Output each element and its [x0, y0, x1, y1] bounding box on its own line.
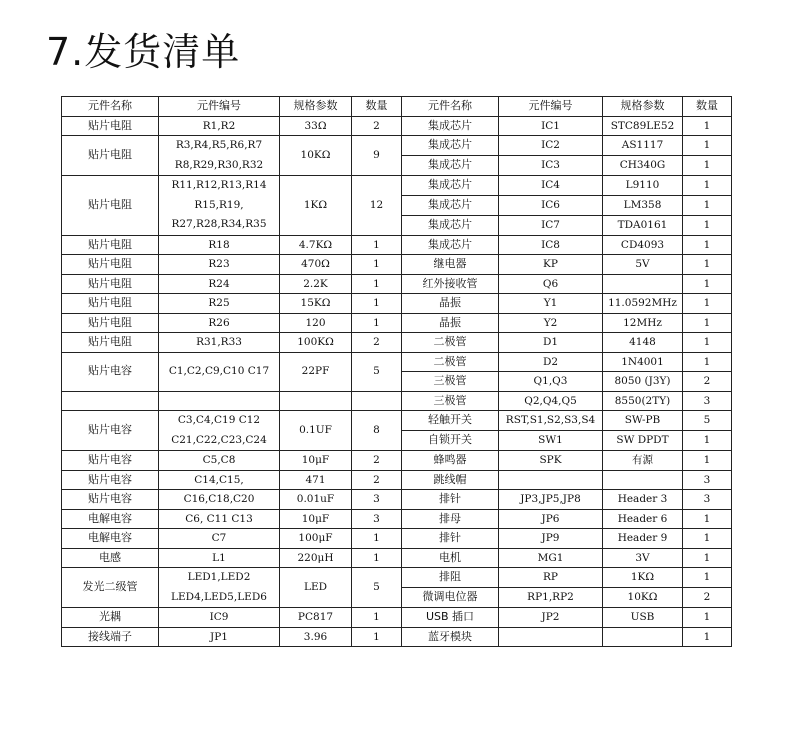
component-name: 贴片电阻: [62, 274, 159, 294]
component-qty: 1: [683, 333, 732, 353]
component-qty: 2: [352, 470, 402, 490]
component-spec: 4148: [603, 333, 683, 353]
component-ref: [159, 451, 280, 471]
component-name: 集成芯片: [402, 116, 499, 136]
table-row: [62, 411, 732, 431]
component-name: 跳线帽: [402, 470, 499, 490]
ref-line: R27,R28,R34,R35: [171, 218, 267, 230]
table-row: [62, 451, 732, 471]
component-name: 贴片电阻: [62, 136, 159, 176]
component-qty: 3: [683, 391, 732, 411]
ref-line: R3,R4,R5,R6,R7: [175, 139, 263, 151]
component-ref: [159, 333, 280, 353]
component-name: 贴片电阻: [62, 294, 159, 314]
component-name: 电感: [62, 548, 159, 568]
component-name: 贴片电容: [62, 451, 159, 471]
component-ref: RST,S1,S2,S3,S4: [499, 411, 603, 431]
column-header: 规格参数: [280, 97, 352, 117]
component-spec: Header 3: [603, 490, 683, 510]
component-qty: 1: [683, 235, 732, 255]
component-spec: 33Ω: [280, 116, 352, 136]
component-name: 集成芯片: [402, 195, 499, 215]
component-qty: 3: [683, 490, 732, 510]
table-row: [62, 235, 732, 255]
component-spec: 470Ω: [280, 255, 352, 275]
table-row: [62, 116, 732, 136]
component-spec: 0.1UF: [280, 411, 352, 451]
component-spec: [603, 274, 683, 294]
component-spec: PC817: [280, 608, 352, 628]
table-row: [62, 627, 732, 647]
component-ref: SPK: [499, 451, 603, 471]
table-row: [62, 470, 732, 490]
table-row: [62, 548, 732, 568]
component-ref: Q1,Q3: [499, 372, 603, 392]
component-spec: 11.0592MHz: [603, 294, 683, 314]
ref-line: R25: [208, 297, 230, 309]
page-title: 7.发货清单: [46, 30, 241, 74]
component-ref: SW1: [499, 431, 603, 451]
component-qty: 2: [352, 451, 402, 471]
column-header: 元件编号: [159, 97, 280, 117]
ref-line: C14,C15,: [194, 473, 244, 486]
column-header: 规格参数: [603, 97, 683, 117]
table-row: [62, 136, 732, 156]
component-name: 自锁开关: [402, 431, 499, 451]
component-ref: IC8: [499, 235, 603, 255]
table-row: [62, 176, 732, 196]
component-ref: RP: [499, 568, 603, 588]
component-qty: 1: [683, 548, 732, 568]
column-header: 元件名称: [402, 97, 499, 117]
component-qty: 1: [352, 529, 402, 549]
component-name: 排母: [402, 509, 499, 529]
component-name: 继电器: [402, 255, 499, 275]
component-ref: Q2,Q4,Q5: [499, 391, 603, 411]
component-spec: USB: [603, 608, 683, 628]
component-spec: [280, 391, 352, 411]
component-spec: 有源: [603, 451, 683, 471]
component-qty: 5: [352, 568, 402, 608]
bom-table-body: [62, 116, 732, 647]
component-qty: 2: [683, 372, 732, 392]
component-qty: 1: [683, 274, 732, 294]
component-qty: 1: [352, 548, 402, 568]
table-row: [62, 608, 732, 628]
component-qty: 5: [352, 352, 402, 391]
ref-line: R1,R2: [202, 119, 236, 132]
component-name: 光耦: [62, 608, 159, 628]
component-ref: [159, 274, 280, 294]
component-qty: 2: [683, 588, 732, 608]
component-qty: 1: [352, 608, 402, 628]
component-spec: 3.96: [280, 627, 352, 647]
component-ref: Y2: [499, 313, 603, 333]
component-ref: IC2: [499, 136, 603, 156]
component-ref: IC3: [499, 156, 603, 176]
table-row: [62, 333, 732, 353]
component-name: 贴片电阻: [62, 116, 159, 136]
component-ref: [159, 470, 280, 490]
component-ref: Y1: [499, 294, 603, 314]
component-spec: 1KΩ: [280, 176, 352, 236]
table-row: [62, 509, 732, 529]
column-header: 元件编号: [499, 97, 603, 117]
component-qty: 1: [683, 116, 732, 136]
ref-line: C7: [211, 532, 227, 544]
component-ref: [159, 136, 280, 176]
component-name: 微调电位器: [402, 588, 499, 608]
component-name: 贴片电阻: [62, 176, 159, 236]
component-spec: CD4093: [603, 235, 683, 255]
component-qty: 1: [683, 255, 732, 275]
component-qty: 1: [683, 176, 732, 196]
component-qty: 1: [352, 294, 402, 314]
component-name: 电机: [402, 548, 499, 568]
table-row: [62, 391, 732, 411]
component-qty: 1: [683, 509, 732, 529]
component-ref: D2: [499, 352, 603, 372]
component-ref: D1: [499, 333, 603, 353]
component-qty: 3: [683, 470, 732, 490]
component-qty: 1: [683, 136, 732, 156]
component-name: 集成芯片: [402, 136, 499, 156]
component-name: 贴片电阻: [62, 313, 159, 333]
component-ref: IC6: [499, 195, 603, 215]
component-name: USB 插口: [402, 608, 499, 628]
component-qty: 1: [683, 568, 732, 588]
component-qty: 1: [683, 451, 732, 471]
component-name: 三极管: [402, 391, 499, 411]
component-spec: L9110: [603, 176, 683, 196]
component-name: 发光二级管: [62, 568, 159, 608]
ref-line: R23: [208, 258, 230, 270]
ref-line: C3,C4,C19 C12: [177, 414, 261, 426]
component-ref: IC1: [499, 116, 603, 136]
ref-line: R18: [208, 238, 230, 251]
component-spec: 4.7KΩ: [280, 235, 352, 255]
bom-table: [61, 96, 732, 647]
component-qty: 1: [683, 431, 732, 451]
component-qty: 1: [352, 235, 402, 255]
ref-line: JP1: [210, 630, 228, 643]
ref-line: R8,R29,R30,R32: [174, 158, 264, 171]
component-qty: 1: [683, 313, 732, 333]
component-name: 三极管: [402, 372, 499, 392]
ref-line: C16,C18,C20: [183, 493, 255, 505]
component-ref: [159, 116, 280, 136]
component-name: 贴片电容: [62, 470, 159, 490]
component-ref: [159, 176, 280, 236]
component-name: 贴片电阻: [62, 333, 159, 353]
table-row: [62, 490, 732, 510]
ref-line: IC9: [209, 611, 229, 623]
component-name: 集成芯片: [402, 215, 499, 235]
component-ref: [159, 627, 280, 647]
component-spec: Header 9: [603, 529, 683, 549]
component-qty: 5: [683, 411, 732, 431]
component-ref: [159, 255, 280, 275]
ref-line: R11,R12,R13,R14: [171, 179, 267, 191]
component-qty: 3: [352, 490, 402, 510]
component-qty: 1: [683, 215, 732, 235]
component-ref: [159, 411, 280, 451]
component-ref: MG1: [499, 548, 603, 568]
ref-line: R26: [208, 316, 230, 329]
component-ref: [159, 490, 280, 510]
component-qty: 1: [683, 529, 732, 549]
component-ref: [159, 352, 280, 391]
column-header: 元件名称: [62, 97, 159, 117]
ref-line: L1: [212, 551, 226, 564]
component-ref: JP3,JP5,JP8: [499, 490, 603, 510]
component-qty: 2: [352, 116, 402, 136]
component-spec: AS1117: [603, 136, 683, 156]
component-spec: 2.2K: [280, 274, 352, 294]
ref-line: R31,R33: [196, 336, 242, 348]
component-spec: 10KΩ: [603, 588, 683, 608]
component-spec: 8550(2TY): [603, 391, 683, 411]
component-name: 电解电容: [62, 509, 159, 529]
component-spec: TDA0161: [603, 215, 683, 235]
component-qty: 1: [352, 255, 402, 275]
component-qty: 1: [683, 294, 732, 314]
component-ref: [159, 294, 280, 314]
component-ref: IC4: [499, 176, 603, 196]
component-spec: 120: [280, 313, 352, 333]
component-ref: JP2: [499, 608, 603, 628]
component-spec: 10KΩ: [280, 136, 352, 176]
component-spec: 220μH: [280, 548, 352, 568]
ref-line: R15,R19,: [194, 198, 244, 211]
ref-line: C1,C2,C9,C10 C17: [168, 365, 270, 378]
column-header: 数量: [352, 97, 402, 117]
ref-line: LED4,LED5,LED6: [171, 590, 267, 603]
table-header-row: [62, 97, 732, 117]
component-qty: 1: [683, 156, 732, 176]
component-name: 贴片电容: [62, 352, 159, 391]
component-spec: Header 6: [603, 509, 683, 529]
component-qty: 1: [683, 608, 732, 628]
component-name: 二极管: [402, 333, 499, 353]
component-name: 集成芯片: [402, 235, 499, 255]
component-name: 蜂鸣器: [402, 451, 499, 471]
component-spec: 5V: [603, 255, 683, 275]
component-name: 贴片电阻: [62, 255, 159, 275]
ref-line: C6, C11 C13: [185, 512, 253, 525]
component-qty: 2: [352, 333, 402, 353]
table-row: [62, 568, 732, 588]
component-ref: Q6: [499, 274, 603, 294]
component-qty: 1: [352, 274, 402, 294]
component-name: [62, 391, 159, 411]
component-qty: [352, 391, 402, 411]
component-name: 集成芯片: [402, 176, 499, 196]
component-name: 晶振: [402, 294, 499, 314]
component-name: 贴片电容: [62, 490, 159, 510]
component-ref: [159, 548, 280, 568]
component-spec: SW DPDT: [603, 431, 683, 451]
ref-line: C21,C22,C23,C24: [171, 433, 267, 446]
component-ref: [499, 470, 603, 490]
component-spec: 3V: [603, 548, 683, 568]
component-ref: [159, 509, 280, 529]
component-qty: 9: [352, 136, 402, 176]
component-spec: 15KΩ: [280, 294, 352, 314]
component-spec: 471: [280, 470, 352, 490]
component-name: 贴片电容: [62, 411, 159, 451]
table-row: [62, 274, 732, 294]
column-header: 数量: [683, 97, 732, 117]
component-spec: 100KΩ: [280, 333, 352, 353]
component-ref: [159, 391, 280, 411]
table-row: [62, 352, 732, 372]
component-name: 二极管: [402, 352, 499, 372]
component-ref: [159, 608, 280, 628]
component-qty: 1: [683, 352, 732, 372]
component-spec: 1N4001: [603, 352, 683, 372]
component-name: 蓝牙模块: [402, 627, 499, 647]
component-spec: 12MHz: [603, 313, 683, 333]
component-qty: 3: [352, 509, 402, 529]
component-spec: LM358: [603, 195, 683, 215]
component-name: 电解电容: [62, 529, 159, 549]
component-ref: [159, 235, 280, 255]
component-spec: 10μF: [280, 509, 352, 529]
component-qty: 8: [352, 411, 402, 451]
component-ref: JP9: [499, 529, 603, 549]
component-spec: 0.01uF: [280, 490, 352, 510]
component-ref: [159, 529, 280, 549]
component-spec: STC89LE52: [603, 116, 683, 136]
table-row: [62, 294, 732, 314]
component-qty: 1: [352, 313, 402, 333]
component-name: 集成芯片: [402, 156, 499, 176]
component-spec: [603, 470, 683, 490]
component-qty: 12: [352, 176, 402, 236]
table-row: [62, 529, 732, 549]
component-spec: 22PF: [280, 352, 352, 391]
component-ref: [159, 313, 280, 333]
component-name: 排针: [402, 529, 499, 549]
component-spec: CH340G: [603, 156, 683, 176]
component-ref: RP1,RP2: [499, 588, 603, 608]
component-name: 晶振: [402, 313, 499, 333]
component-ref: [159, 568, 280, 608]
component-ref: JP6: [499, 509, 603, 529]
component-qty: 1: [352, 627, 402, 647]
component-name: 贴片电阻: [62, 235, 159, 255]
component-spec: LED: [280, 568, 352, 608]
component-name: 轻触开关: [402, 411, 499, 431]
ref-line: C5,C8: [202, 454, 236, 466]
component-name: 红外接收管: [402, 274, 499, 294]
component-ref: [499, 627, 603, 647]
component-qty: 1: [683, 627, 732, 647]
ref-line: LED1,LED2: [187, 571, 251, 583]
component-spec: 1KΩ: [603, 568, 683, 588]
table-row: [62, 313, 732, 333]
component-ref: KP: [499, 255, 603, 275]
component-name: 接线端子: [62, 627, 159, 647]
ref-line: R24: [208, 277, 230, 290]
component-spec: 8050 (J3Y): [603, 372, 683, 392]
table-row: [62, 255, 732, 275]
component-spec: 100μF: [280, 529, 352, 549]
component-name: 排阻: [402, 568, 499, 588]
component-spec: 10μF: [280, 451, 352, 471]
component-spec: SW-PB: [603, 411, 683, 431]
component-qty: 1: [683, 195, 732, 215]
component-name: 排针: [402, 490, 499, 510]
component-spec: [603, 627, 683, 647]
component-ref: IC7: [499, 215, 603, 235]
